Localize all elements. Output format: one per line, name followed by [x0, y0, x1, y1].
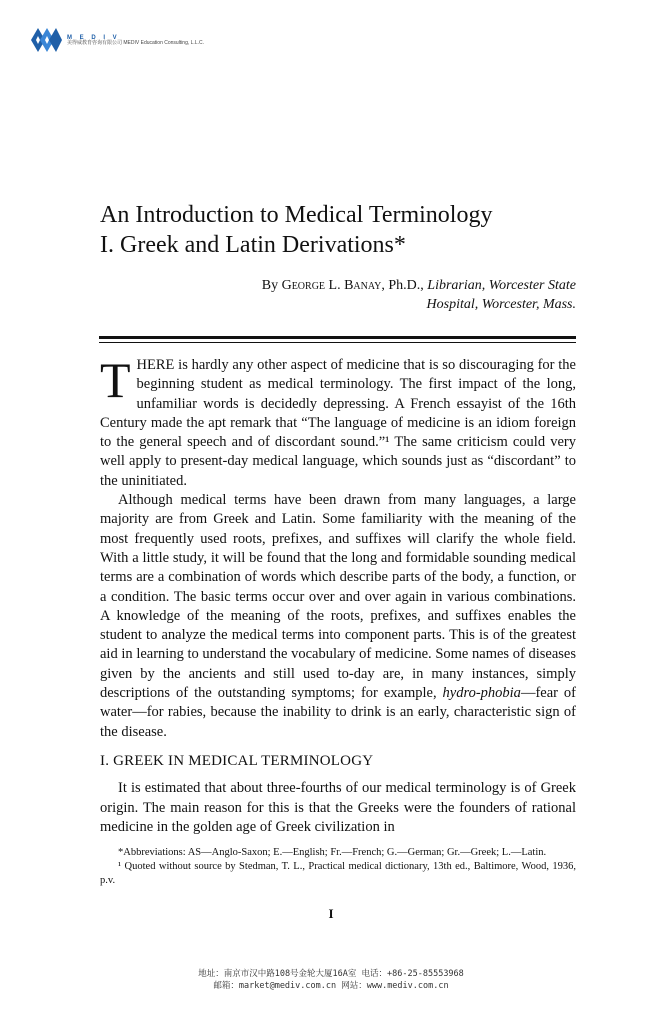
byline-prefix: By [261, 278, 282, 293]
footnote-1: ¹ Quoted without source by Stedman, T. L., Practical medical dictionary, 13th ed., Baltimore, Wood, 1936, p.v. [100, 861, 576, 886]
title-divider-thin [99, 342, 576, 343]
footer-address: 地址：南京市汉中路108号金轮大厦16A室 电话：+86-25-85553968 [198, 969, 464, 979]
paragraph-3: It is estimated that about three-fourths of our medical terminology is of Greek origin. The main reason for this is that the Greeks were the founders of rational medicine in the golden age of Greek civilization in [100, 780, 576, 835]
drop-cap: T [100, 352, 131, 408]
brand-logo [29, 26, 204, 54]
footnotes [100, 846, 576, 888]
title-line-2: I. Greek and Latin Derivations* [100, 232, 406, 258]
paragraph-1-text: HERE is hardly any other aspect of medicine that is so discouraging for the beginning student as medical terminology. The first impact of the long, unfamiliar words is decidedly depressing. A French essayist of the 16th Century made the apt remark that “The language of medicine is an idiom foreign to the general speech and of discordant sound.”¹ The same criticism could very well apply to present-day medical language, which sounds just as “discordant” to the uninitiated. [100, 357, 576, 489]
title-divider-thick [99, 336, 576, 339]
byline [262, 276, 576, 314]
footer-contact: 邮箱：market@mediv.com.cn 网站：www.mediv.com.cn [213, 981, 449, 991]
page-footer [0, 968, 662, 992]
paragraph-1 [100, 352, 576, 491]
page-number: I [328, 906, 334, 921]
affiliation-line-1: Librarian, Worcester State [427, 278, 576, 293]
article-body [100, 352, 577, 837]
section-heading: I. GREEK IN MEDICAL TERMINOLOGY [100, 752, 374, 769]
affiliation-line-2: Hospital, Worcester, Mass. [426, 297, 576, 312]
paragraph-2-text-b: —fear of water—for rabies, because the inability to drink is an early, characteristic sign of the disease. [100, 685, 577, 740]
brand-subtitle: 美得威教育咨询有限公司 MEDIV Education Consulting, L.L.C. [67, 39, 204, 46]
title-line-1: An Introduction to Medical Terminology [100, 202, 493, 228]
brand-name: M E D I V [67, 34, 120, 41]
term-hydrophobia: hydro-phobia [442, 685, 521, 702]
author-degree: , Ph.D., [381, 278, 428, 293]
paragraph-2 [100, 491, 576, 742]
footnote-abbreviations: *Abbreviations: AS—Anglo-Saxon; E.—English; Fr.—French; G.—German; Gr.—Greek; L.—Latin. [118, 847, 547, 858]
article-title [100, 200, 580, 260]
author-name: George L. Banay [281, 278, 382, 293]
mediv-logo-icon [29, 26, 63, 54]
paragraph-2-text-a: Although medical terms have been drawn from many languages, a large majority are from Greek and Latin. Some familiarity with the meaning of the most frequently used roots, prefixes, and suffixes will clarify the whole field. With a little study, it will be found that the long and formidable sounding medical terms are a combination of words which describe parts of the body, a function, or a condition. The basic terms occur over and over again in various combinations. A knowledge of the meaning of the roots, prefixes, and suffixes enables the student to analyze the medical terms into component parts. This is of the greatest aid in learning to understand the vocabulary of medicine. Some names of diseases given by the ancients and still used to-day are, in many instances, simply descriptions of the outstanding symptoms; for example, [100, 492, 576, 702]
